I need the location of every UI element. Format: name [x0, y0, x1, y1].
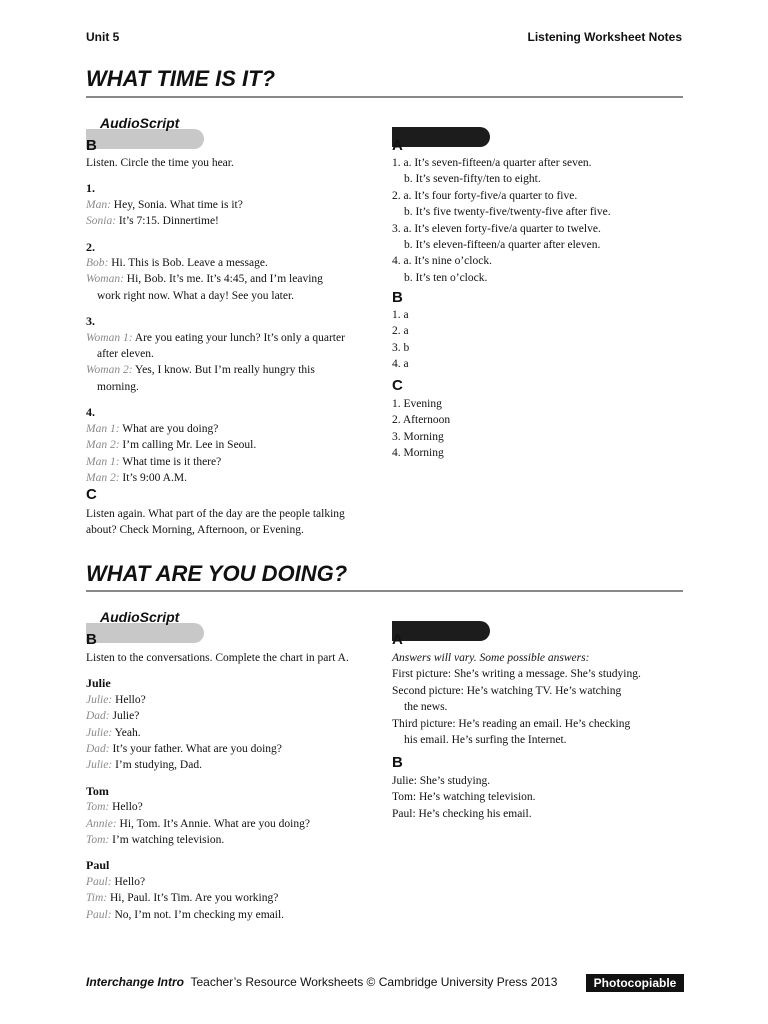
conversation-heading: Julie [86, 676, 111, 691]
audioscript-column-1 [86, 155, 381, 486]
unit-label: Unit 5 [86, 30, 120, 44]
conversation-heading: Paul [86, 858, 110, 873]
book-title: Interchange Intro [86, 975, 185, 989]
part-c-heading: C [86, 486, 97, 503]
dialogue-line: Tom: I’m watching television. [86, 834, 225, 847]
dialogue-line: Woman 1: Are you eating your lunch? It’s only a quarter [86, 331, 345, 344]
conversation-number: 3. [86, 314, 95, 329]
section-divider [86, 590, 683, 592]
dialogue-line: Dad: Julie? [86, 710, 140, 723]
section-title-time: WHAT TIME IS IT? [86, 66, 276, 91]
answer-key-tab [392, 127, 490, 147]
conversation-number: 2. [86, 239, 95, 254]
section-divider [86, 96, 683, 98]
answer-key-b-list: Julie: She’s studying. Tom: He’s watching television. Paul: He’s checking his email. [392, 775, 536, 820]
audioscript-label: AudioScript [100, 115, 180, 131]
dialogue-line: Tim: Hi, Paul. It’s Tim. Are you working? [86, 892, 279, 905]
photocopiable-badge: Photocopiable [586, 974, 684, 992]
footer-credit [86, 975, 557, 989]
dialogue-line: Woman: Hi, Bob. It’s me. It’s 4:45, and I’m leaving [86, 273, 323, 286]
answer-key-b-list: 1. a 2. a 3. b 4. a [392, 309, 410, 371]
dialogue-line: Bob: Hi. This is Bob. Leave a message. [86, 257, 268, 270]
key-b-heading: B [392, 289, 403, 306]
dialogue-line: Julie: I’m studying, Dad. [86, 759, 202, 772]
dialogue-line: Sonia: It’s 7:15. Dinnertime! [86, 215, 219, 228]
answer-key-tab [392, 621, 490, 641]
dialogue-line: work right now. What a day! See you later. [97, 289, 295, 302]
dialogue-line: Annie: Hi, Tom. It’s Annie. What are you doing? [86, 817, 310, 830]
answer-key-a-list: 1. a. It’s seven-fifteen/a quarter after seven. b. It’s seven-fifty/ten to eight. 2. a. It’s four forty-five/a quarter to five. b. It’s five twenty-five/twenty-five after five. 3. a. It’s eleven forty-five/a quarter to twelve. b. It’s eleven-fifteen/a quarter after eleven. 4. a. It’s nine o’clock. b. It’s ten o’clock. [392, 157, 611, 284]
dialogue-line: Paul: No, I’m not. I’m checking my email. [86, 908, 285, 921]
dialogue-line: morning. [97, 380, 139, 393]
dialogue-line: Paul: Hello? [86, 875, 146, 888]
part-b-heading: B [86, 137, 97, 154]
part-b-heading: B [86, 631, 97, 648]
dialogue-line: Man 2: It’s 9:00 A.M. [86, 471, 187, 484]
part-c-instruction: Listen again. What part of the day are the people talking about? Check Morning, Afternoon, or Evening. [86, 508, 345, 537]
dialogue-line: Dad: It’s your father. What are you doing? [86, 743, 282, 756]
dialogue-line: Man 2: I’m calling Mr. Lee in Seoul. [86, 439, 257, 452]
answers-note: Answers will vary. Some possible answers: [392, 652, 590, 664]
dialogue-line: Man 1: What time is it there? [86, 455, 222, 468]
copyright-text: Teacher’s Resource Worksheets © Cambridge University Press 2013 [190, 975, 558, 989]
audioscript-label: AudioScript [100, 609, 180, 625]
key-b-heading: B [392, 754, 403, 771]
dialogue-line: Woman 2: Yes, I know. But I’m really hungry this [86, 364, 315, 377]
conversation-heading: Tom [86, 783, 109, 798]
conversation-number: 1. [86, 181, 95, 196]
worksheet-notes-label: Listening Worksheet Notes [527, 30, 682, 44]
dialogue-line: Tom: Hello? [86, 801, 143, 814]
dialogue-line: Man: Hey, Sonia. What time is it? [86, 198, 243, 211]
dialogue-line: Julie: Yeah. [86, 726, 141, 739]
answer-key-c-list: 1. Evening 2. Afternoon 3. Morning 4. Morning [392, 398, 451, 460]
dialogue-line: Man 1: What are you doing? [86, 422, 219, 435]
dialogue-line: after eleven. [97, 348, 154, 361]
dialogue-line: Julie: Hello? [86, 693, 146, 706]
audioscript-column-2 [86, 650, 386, 923]
audioscript-tab [86, 623, 204, 643]
audioscript-tab [86, 129, 204, 149]
instruction: Listen. Circle the time you hear. [86, 157, 234, 169]
section-title-doing: WHAT ARE YOU DOING? [86, 561, 348, 586]
key-a-heading: A [392, 631, 403, 648]
instruction: Listen to the conversations. Complete the chart in part A. [86, 652, 349, 664]
key-c-heading: C [392, 377, 403, 394]
conversation-number: 4. [86, 405, 95, 420]
key-a-heading: A [392, 137, 403, 154]
answer-key-a-list: Answers will vary. Some possible answers: First picture: She’s writing a message. She’s studying. Second picture: He’s watching TV. He’s watching the news. Third picture: He’s reading an email. He’s checking his email. He’s surfing the Internet. [392, 650, 692, 748]
